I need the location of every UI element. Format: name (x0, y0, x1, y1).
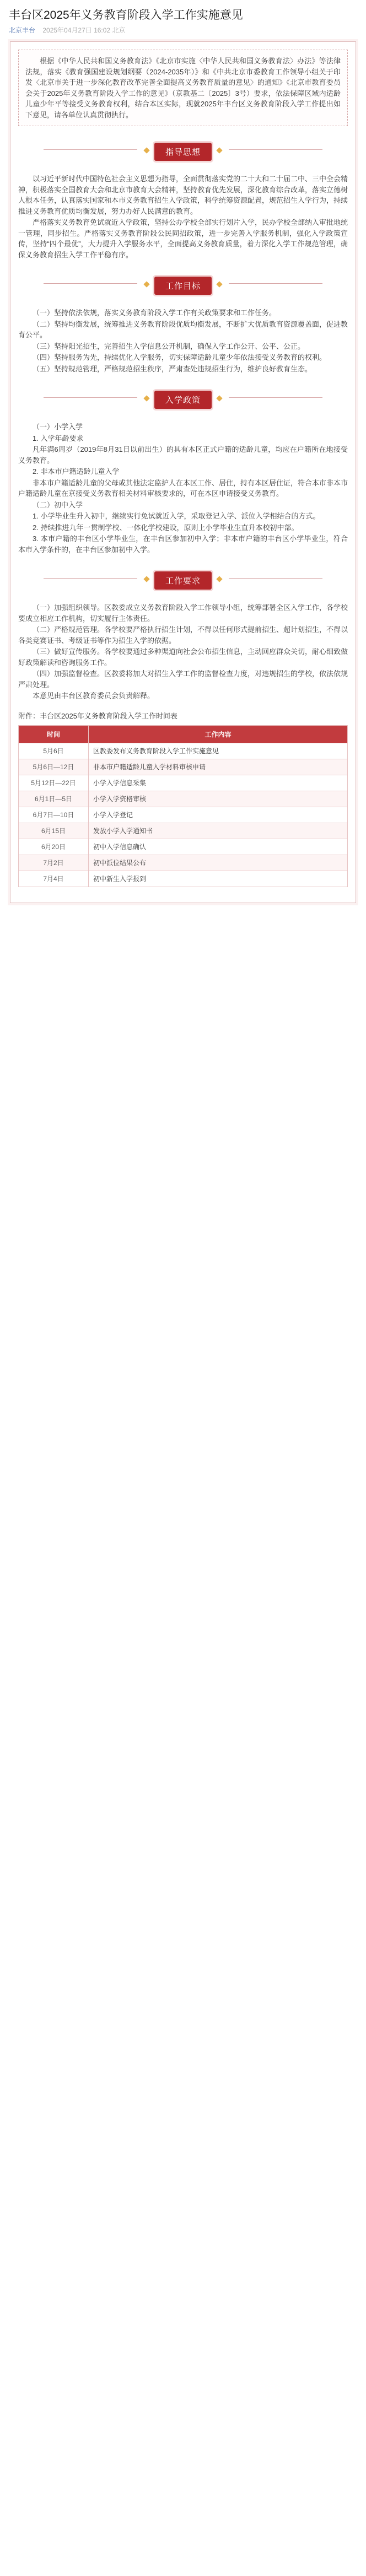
table-cell-time: 5月12日—22日 (19, 775, 89, 791)
table-cell-task: 非本市户籍适龄儿童入学材料审核申请 (89, 759, 348, 775)
paragraph: （一）小学入学 (33, 423, 83, 431)
section-badge: 工作要求 (154, 571, 212, 590)
section-header (10, 571, 356, 593)
paragraph: 严格落实义务教育免试就近入学政策，坚持公办学校全部实行划片入学，民办学校全部纳入审批地统一管理，同步招生。严格落实义务教育阶段公民同招政策，进一步完善入学服务机制，强化入学政策宣传，坚持“四个最优”，大力提升入学服务水平，全面提高义务教育质量，着力深化入学工作规范管理，确保义务教育招生入学工作平稳有序。 (18, 218, 348, 259)
section-header (10, 143, 356, 165)
table-cell-time: 6月20日 (19, 839, 89, 855)
header-ornament-left (44, 578, 137, 587)
section-badge: 指导思想 (154, 143, 212, 161)
table-cell-task: 小学入学信息采集 (89, 775, 348, 791)
table-row (19, 839, 348, 855)
sections (10, 143, 356, 701)
paragraph: 3. 本市户籍的丰台区小学毕业生，在丰台区参加初中入学；非本市户籍的丰台区小学毕业生，符合本市入学条件的，在丰台区参加初中入学。 (18, 534, 348, 554)
paragraph: （五）坚持规范管理，严格规范招生秩序，严肃查处违规招生行为，维护良好教育生态。 (33, 364, 313, 373)
schedule-caption: 附件：丰台区2025年义务教育阶段入学工作时间表 (18, 711, 177, 720)
header-ornament-right (229, 397, 322, 407)
table-cell-time: 6月7日—10日 (19, 807, 89, 823)
table-cell-time: 7月4日 (19, 871, 89, 887)
article-meta (9, 25, 357, 35)
header-ornament-left (44, 149, 137, 159)
table-cell-task: 小学入学资格审核 (89, 791, 348, 807)
section-badge: 工作目标 (154, 277, 212, 295)
paragraph: 本意见由丰台区教育委员会负责解释。 (33, 692, 155, 700)
paragraph: （二）坚持均衡发展，统筹推进义务教育阶段优质均衡发展，不断扩大优质教育资源覆盖面，促进教育公平。 (18, 320, 348, 339)
table-cell-time: 6月15日 (19, 823, 89, 839)
header-ornament-right (229, 149, 322, 159)
section-badge: 入学政策 (154, 391, 212, 409)
source-link[interactable]: 北京丰台 (9, 26, 36, 34)
section-body (18, 174, 348, 260)
section-body (18, 602, 348, 701)
publish-date: 2025年04月27日 16:02 北京 (42, 26, 126, 34)
intro-box (18, 50, 348, 126)
paragraph: 以习近平新时代中国特色社会主义思想为指导，全面贯彻落实党的二十大和二十届二中、三中全会精神，积极落实全国教育大会和北京市教育大会精神，坚持教育优先发展，深化教育综合改革，落实立德树人根本任务，认真落实国家和本市义务教育招生入学政策，科学统筹资源配置，规范招生入学行为，持续推进义务教育优质均衡发展，努力办好人民满意的教育。 (18, 175, 348, 215)
table-row (19, 855, 348, 871)
paragraph: 2. 持续推进九年一贯制学校、一体化学校建设，原则上小学毕业生直升本校初中部。 (33, 523, 299, 532)
paragraph: （三）坚持阳光招生，完善招生入学信息公开机制，确保入学工作公开、公平、公正。 (33, 342, 305, 350)
article-page (0, 0, 366, 917)
table-cell-task: 小学入学登记 (89, 807, 348, 823)
paragraph: （三）做好宣传服务。各学校要通过多种渠道向社会公布招生信息，主动回应群众关切，耐心细致做好政策解读和咨询服务工作。 (18, 647, 348, 667)
table-cell-task: 发放小学入学通知书 (89, 823, 348, 839)
paragraph: （二）初中入学 (33, 500, 83, 509)
table-header-cell: 工作内容 (89, 725, 348, 743)
paragraph: 1. 入学年龄要求 (33, 434, 84, 442)
table-row (19, 775, 348, 791)
table-header-row (19, 725, 348, 743)
paragraph: （一）加强组织领导。区教委成立义务教育阶段入学工作领导小组，统筹部署全区入学工作，各学校要成立相应工作机构，切实履行主体责任。 (18, 603, 348, 623)
header-ornament-left (44, 283, 137, 293)
section-body (18, 422, 348, 555)
table-row (19, 759, 348, 775)
intro-paragraph: 根据《中华人民共和国义务教育法》《北京市实施〈中华人民共和国义务教育法〉办法》等法律法规，落实《教育强国建设规划纲要（2024-2035年）》和《中共北京市委教育工作领导小组关于印发〈北京市关于进一步深化教育改革完善全面提高义务教育质量的意见〉的通知》《北京市教育委员会关于2025年义务教育阶段入学工作的意见》（京教基二〔2025〕3号）要求，依法保障区域内适龄儿童少年平等接受义务教育权利，结合本区实际，现就2025年丰台区义务教育阶段入学工作提出如下意见，请各单位认真贯彻执行。 (25, 57, 341, 119)
table-cell-time: 5月6日—12日 (19, 759, 89, 775)
article-body (10, 41, 356, 903)
table-cell-time: 6月1日—5日 (19, 791, 89, 807)
paragraph: 1. 小学毕业生升入初中，继续实行免试就近入学，采取登记入学、派位入学相结合的方式。 (33, 512, 320, 520)
table-cell-task: 初中新生入学报到 (89, 871, 348, 887)
paragraph: （四）坚持服务为先，持续优化入学服务，切实保障适龄儿童少年依法接受义务教育的权利。 (33, 353, 327, 361)
header-ornament-left (44, 397, 137, 407)
table-row (19, 791, 348, 807)
table-row (19, 823, 348, 839)
paragraph: 非本市户籍适龄儿童的父母或其他法定监护人在本区工作、居住，持有本区居住证，符合本市非本市户籍适龄儿童在京接受义务教育相关材料审核要求的，可在本区申请接受义务教育。 (18, 478, 348, 498)
paragraph: （一）坚持依法依规，落实义务教育阶段入学工作有关政策要求和工作任务。 (33, 309, 277, 317)
table-cell-task: 区教委发布义务教育阶段入学工作实施意见 (89, 743, 348, 759)
table-row (19, 807, 348, 823)
paragraph: 凡年满6周岁（2019年8月31日以前出生）的具有本区正式户籍的适龄儿童，均应在户籍所在地接受义务教育。 (18, 445, 348, 465)
paragraph: 2. 非本市户籍适龄儿童入学 (33, 467, 120, 476)
table-row (19, 871, 348, 887)
paragraph: （二）严格规范管理。各学校要严格执行招生计划，不得以任何形式提前招生、超计划招生，不得以各类竞赛证书、考级证书等作为招生入学的依据。 (18, 625, 348, 645)
section-header (10, 391, 356, 413)
header-ornament-right (229, 578, 322, 587)
table-cell-time: 5月6日 (19, 743, 89, 759)
article-title: 丰台区2025年义务教育阶段入学工作实施意见 (9, 9, 243, 21)
schedule-table (18, 725, 348, 887)
section-header (10, 277, 356, 299)
table-header-cell: 时间 (19, 725, 89, 743)
schedule-table-wrap (18, 710, 348, 887)
table-row (19, 743, 348, 759)
header-ornament-right (229, 283, 322, 293)
paragraph: （四）加强监督检查。区教委将加大对招生入学工作的监督检查力度，对违规招生的学校，依法依规严肃处理。 (18, 669, 348, 689)
table-cell-task: 初中派位结果公布 (89, 855, 348, 871)
section-body (18, 307, 348, 374)
table-cell-task: 初中入学信息确认 (89, 839, 348, 855)
table-cell-time: 7月2日 (19, 855, 89, 871)
